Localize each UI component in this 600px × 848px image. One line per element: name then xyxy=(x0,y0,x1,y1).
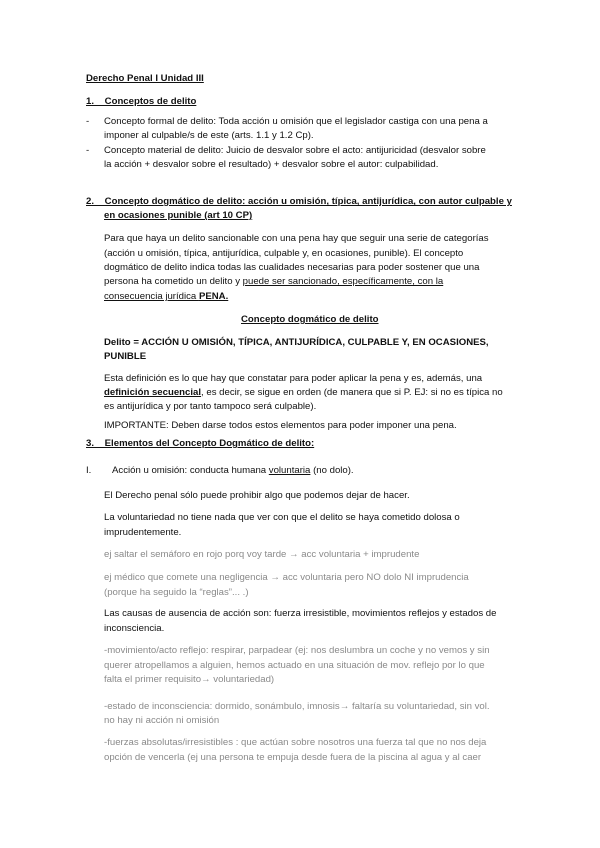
paragraph-text: , es decir, se sigue en orden (de manera que si P. EJ: si no es típica no xyxy=(201,387,503,398)
cause-line: querer atropellamos a alguien, hemos actuado en una situación de mov. reflejo por lo que xyxy=(104,660,485,671)
list-number: I. xyxy=(86,465,92,476)
definition-line-2: PUNIBLE xyxy=(104,351,147,362)
section-3-heading: 3. Elementos del Concepto Dogmático de delito: xyxy=(86,438,315,449)
item-title xyxy=(112,465,354,477)
paragraph-line: dogmático de delito indica todas las cualidades necesarias para poder sostener que una xyxy=(104,262,480,273)
section-2-heading-line-1: 2. Concepto dogmático de delito: acción u omisión, típica, antijurídica, con autor culpable y xyxy=(86,196,512,207)
cause-line: falta el primer requisito→ voluntariedad) xyxy=(104,674,275,685)
cause-line: -fuerzas absolutas/irresistibles : que actúan sobre nosotros una fuerza tal que no nos deja xyxy=(104,737,487,748)
paragraph-line xyxy=(104,387,503,399)
formal-concept-line-2: imponer al culpable/s de este (arts. 1.1 y 1.2 Cp). xyxy=(104,130,314,141)
example-line: ej médico que comete una negligencia → acc voluntaria pero NO dolo NI imprudencia xyxy=(104,572,469,583)
underlined-text: voluntaria xyxy=(268,465,311,476)
formal-concept-line-1: Concepto formal de delito: Toda acción u omisión que el legislador castiga con una pena a xyxy=(104,116,488,127)
section-2-heading-line-2: en ocasiones punible (art 10 CP) xyxy=(104,210,253,221)
important-note: IMPORTANTE: Deben darse todos estos elementos para poder imponer una pena. xyxy=(104,420,457,431)
material-concept-line-2: la acción + desvalor sobre el resultado) + desvalor sobre el autor: culpabilidad. xyxy=(104,159,439,170)
paragraph-line: Esta definición es lo que hay que constatar para poder aplicar la pena y es, además, una xyxy=(104,373,483,384)
material-concept-line-1: Concepto material de delito: Juicio de desvalor sobre el acto: antijuricidad (desvalor sobre xyxy=(104,145,486,156)
paragraph-line: El Derecho penal sólo puede prohibir algo que podemos dejar de hacer. xyxy=(104,490,410,501)
bullet: - xyxy=(86,116,90,127)
sequential-definition: definición secuencial xyxy=(104,387,202,398)
paragraph-text: persona ha cometido un delito y xyxy=(104,276,243,287)
cause-line: no hay ni acción ni omisión xyxy=(104,715,220,726)
paragraph-line: La voluntariedad no tiene nada que ver con que el delito se haya cometido dolosa o xyxy=(104,512,460,523)
paragraph-line: es antijurídica y por tanto tampoco será culpable). xyxy=(104,401,317,412)
underlined-text: consecuencia jurídica xyxy=(104,291,199,302)
cause-line: -movimiento/acto reflejo: respirar, parpadear (ej: nos deslumbra un coche y no vemos y sin xyxy=(104,645,490,656)
bullet: - xyxy=(86,145,90,156)
bold-text: PENA. xyxy=(198,291,229,302)
paragraph-line xyxy=(104,276,443,288)
paragraph-line: (acción u omisión, típica, antijurídica, culpable y, en ocasiones, punible). El concepto xyxy=(104,248,464,259)
item-text: (no dolo). xyxy=(310,465,354,476)
paragraph-line: imprudentemente. xyxy=(104,527,182,538)
item-text: Acción u omisión: conducta humana xyxy=(112,465,269,476)
section-1-heading: 1. Conceptos de delito xyxy=(86,96,197,107)
definition-line-1: Delito = ACCIÓN U OMISIÓN, TÍPICA, ANTIJURÍDICA, CULPABLE Y, EN OCASIONES, xyxy=(104,337,489,348)
document-title: Derecho Penal I Unidad III xyxy=(86,73,204,84)
cause-line: -estado de inconsciencia: dormido, sonámbulo, imnosis→ faltaría su voluntariedad, sin vol. xyxy=(104,701,490,712)
example-line: (porque ha seguido la “reglas”... .) xyxy=(104,587,249,598)
paragraph-line: Para que haya un delito sancionable con una pena hay que seguir una serie de categorías xyxy=(104,233,489,244)
subheading: Concepto dogmático de delito xyxy=(241,314,379,325)
paragraph-line: Las causas de ausencia de acción son: fuerza irresistible, movimientos reflejos y estados de xyxy=(104,608,497,619)
example-line: ej saltar el semáforo en rojo porq voy tarde → acc voluntaria + imprudente xyxy=(104,549,420,560)
underlined-text: puede ser sancionado, específicamente, con la xyxy=(242,276,444,287)
paragraph-line xyxy=(104,291,228,303)
paragraph-line: inconsciencia. xyxy=(104,623,165,634)
cause-line: opción de vencerla (ej una persona te empuja desde fuera de la piscina al agua y al caer xyxy=(104,752,482,763)
